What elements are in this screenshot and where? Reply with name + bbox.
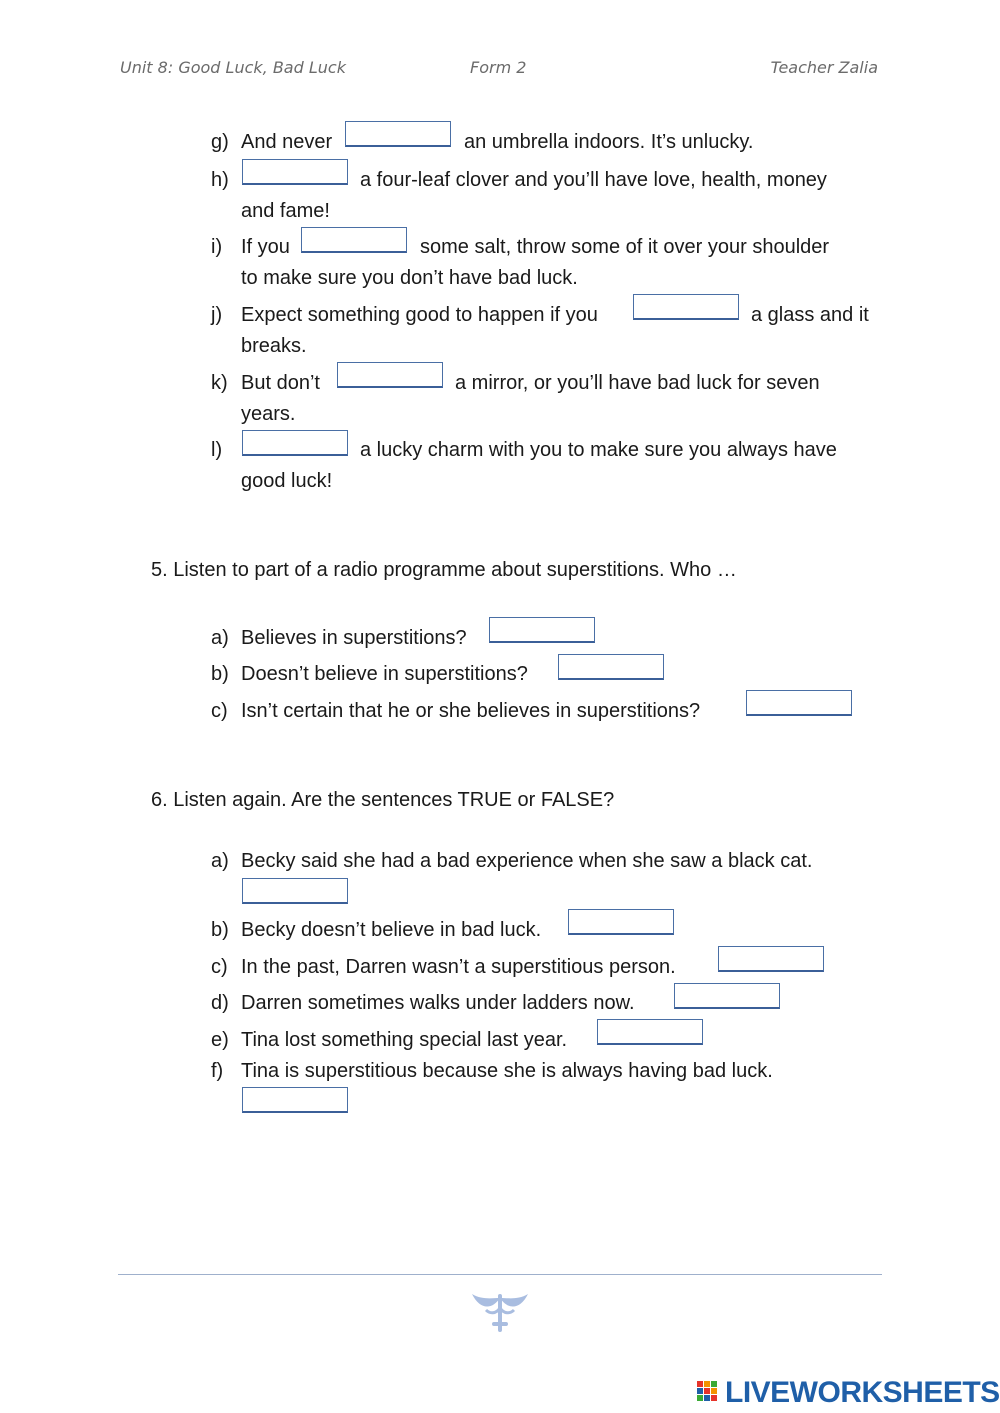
item-label: l) (211, 439, 223, 461)
item-text: Isn’t certain that he or she believes in superstitions? (241, 700, 701, 722)
item-text-before: Expect something good to happen if you (241, 304, 598, 326)
liveworksheets-logo (697, 1376, 1000, 1410)
item-label: d) (211, 992, 229, 1014)
item-text-after: a lucky charm with you to make sure you always have (360, 439, 837, 461)
item-text-after: a glass and it (751, 304, 869, 326)
item-text: In the past, Darren wasn’t a superstitious person. (241, 956, 676, 978)
question-6-title: 6. Listen again. Are the sentences TRUE or FALSE? (151, 789, 615, 811)
answer-box-6b[interactable] (568, 909, 674, 935)
item-text-after: an umbrella indoors. It’s unlucky. (464, 131, 754, 153)
item-text: Tina lost something special last year. (241, 1029, 568, 1051)
answer-box-j[interactable] (633, 294, 739, 320)
item-text-before: But don’t (241, 372, 320, 394)
answer-box-6f[interactable] (242, 1087, 348, 1113)
answer-box-5c[interactable] (746, 690, 852, 716)
question-5-title: 5. Listen to part of a radio programme about superstitions. Who … (151, 559, 737, 581)
item-text: Tina is superstitious because she is always having bad luck. (241, 1060, 773, 1082)
answer-box-6c[interactable] (718, 946, 824, 972)
answer-box-5b[interactable] (558, 654, 664, 680)
item-text: Becky doesn’t believe in bad luck. (241, 919, 542, 941)
item-text-continuation: breaks. (241, 335, 307, 357)
item-label: a) (211, 627, 229, 649)
item-text-continuation: to make sure you don’t have bad luck. (241, 267, 578, 289)
answer-box-k[interactable] (337, 362, 443, 388)
item-text-after: a four-leaf clover and you’ll have love, health, money (360, 169, 827, 191)
answer-box-6d[interactable] (674, 983, 780, 1009)
item-text-after: some salt, throw some of it over your shoulder (420, 236, 830, 258)
item-label: e) (211, 1029, 229, 1051)
item-label: c) (211, 956, 228, 978)
item-text: Darren sometimes walks under ladders now. (241, 992, 635, 1014)
item-label: g) (211, 131, 229, 153)
answer-box-l[interactable] (242, 430, 348, 456)
answer-box-h[interactable] (242, 159, 348, 185)
footer-divider (118, 1274, 882, 1275)
item-text-before: And never (241, 131, 333, 153)
item-label: c) (211, 700, 228, 722)
answer-box-6e[interactable] (597, 1019, 703, 1045)
fleur-ornament-icon (468, 1288, 532, 1334)
item-label: b) (211, 663, 229, 685)
item-text: Becky said she had a bad experience when she saw a black cat. (241, 850, 813, 872)
answer-box-g[interactable] (345, 121, 451, 147)
answer-box-5a[interactable] (489, 617, 595, 643)
item-label: i) (211, 236, 223, 258)
item-label: j) (211, 304, 223, 326)
item-text-before: If you (241, 236, 290, 258)
item-label: b) (211, 919, 229, 941)
item-label: a) (211, 850, 229, 872)
item-label: k) (211, 372, 228, 394)
item-text-continuation: and fame! (241, 200, 330, 222)
liveworksheets-wordmark: LIVEWORKSHEETS (725, 1376, 1000, 1409)
header-form: Form 2 (470, 58, 527, 77)
item-text-continuation: good luck! (241, 470, 333, 492)
answer-box-6a[interactable] (242, 878, 348, 904)
header-teacher: Teacher Zalia (770, 58, 878, 77)
answer-box-i[interactable] (301, 227, 407, 253)
item-label: f) (211, 1060, 224, 1082)
item-text: Doesn’t believe in superstitions? (241, 663, 528, 685)
item-text-continuation: years. (241, 403, 296, 425)
header-unit-title: Unit 8: Good Luck, Bad Luck (120, 58, 346, 77)
liveworksheets-blocks-icon (697, 1381, 723, 1405)
item-text-after: a mirror, or you’ll have bad luck for seven (455, 372, 820, 394)
item-label: h) (211, 169, 229, 191)
item-text: Believes in superstitions? (241, 627, 467, 649)
